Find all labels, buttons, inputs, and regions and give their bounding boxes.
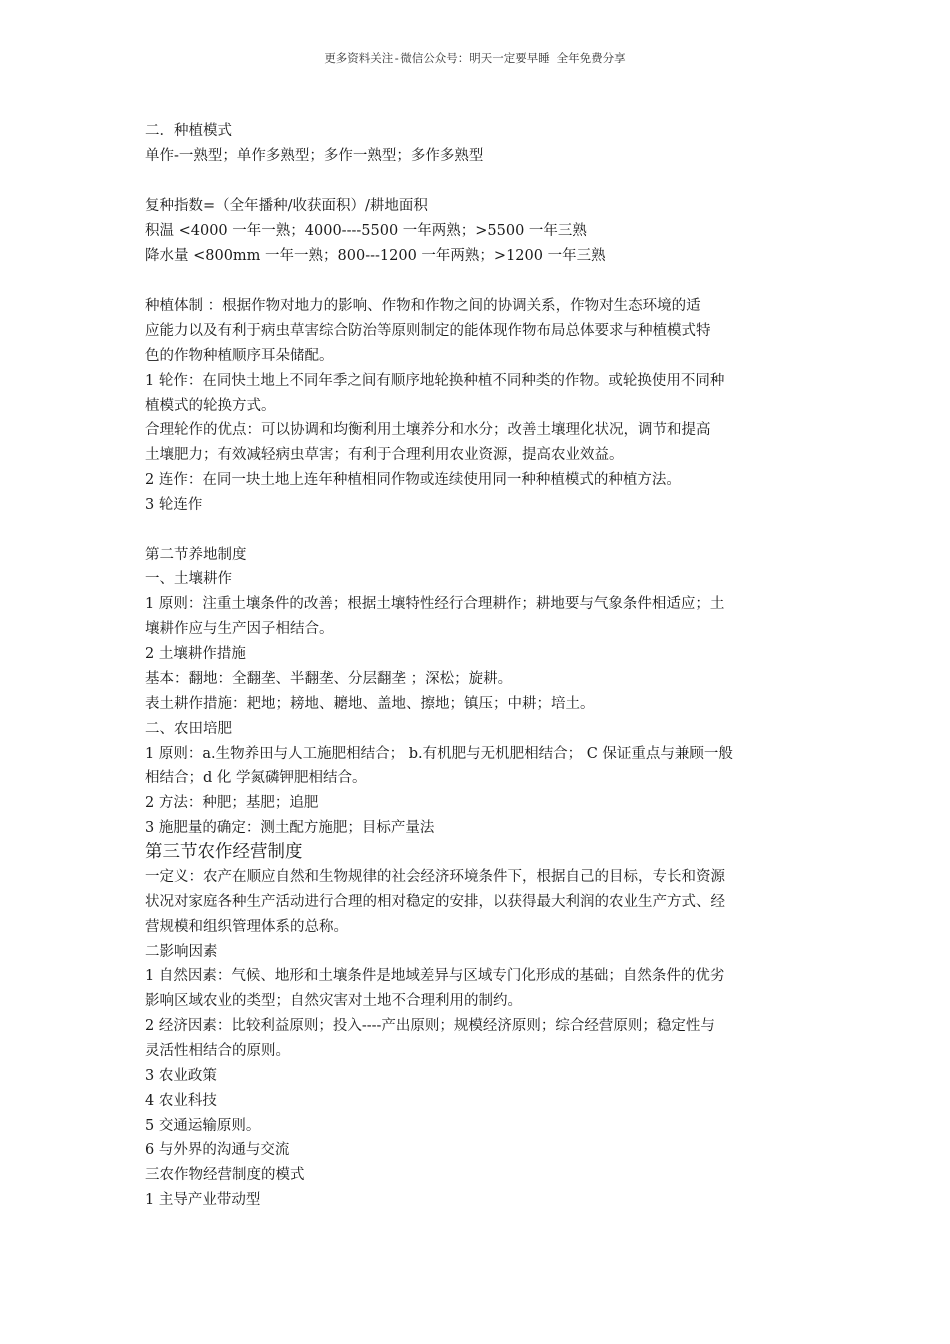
text-line: 积温 <4000 一年一熟；4000----5500 一年两熟；>5500 一年三熟 xyxy=(145,223,587,239)
section-heading: 二．种植模式 xyxy=(145,123,232,139)
text-line: 1 原则：a.生物养田与人工施肥相结合； b.有机肥与无机肥相结合； C 保证重点与兼顾一般 xyxy=(145,746,733,762)
subsection-heading: 二影响因素 xyxy=(145,944,218,960)
text-line: 单作-一熟型；单作多熟型；多作一熟型；多作多熟型 xyxy=(145,148,484,164)
text-line: 2 连作：在同一块土地上连年种植相同作物或连续使用同一种种植模式的种植方法。 xyxy=(145,472,681,488)
subsection-heading: 一、土壤耕作 xyxy=(145,571,232,587)
subsection-heading: 三农作物经营制度的模式 xyxy=(145,1167,305,1183)
text-line: 相结合；d 化 学氮磷钾肥相结合。 xyxy=(145,770,367,786)
text-line: 1 原则：注重土壤条件的改善；根据土壤特性经行合理耕作；耕地要与气象条件相适应；土 xyxy=(145,596,725,612)
text-line: 1 轮作：在同快土地上不同年季之间有顺序地轮换种植不同种类的作物。或轮换使用不同种 xyxy=(145,373,725,389)
text-line: 表土耕作措施：耙地；耪地、耱地、盖地、擦地；镇压；中耕；培土。 xyxy=(145,696,595,712)
text-line: 种植体制 ：根据作物对地力的影响、作物和作物之间的协调关系，作物对生态环境的适 xyxy=(145,298,701,314)
subsection-heading: 二、农田培肥 xyxy=(145,721,232,737)
text-line: 3 施肥量的确定：测土配方施肥；目标产量法 xyxy=(145,820,435,836)
text-line: 4 农业科技 xyxy=(145,1093,217,1109)
text-line: 色的作物种植顺序耳朵储配。 xyxy=(145,348,334,364)
text-line: 基本：翻地：全翻垄、半翻垄、分层翻垄 ；深松；旋耕。 xyxy=(145,671,513,687)
text-line: 一定义：农产在顺应自然和生物规律的社会经济环境条件下，根据自己的目标，专长和资源 xyxy=(145,869,725,885)
text-line: 5 交通运输原则。 xyxy=(145,1118,261,1134)
text-line: 2 土壤耕作措施 xyxy=(145,646,246,662)
text-line: 状况对家庭各种生产活动进行合理的相对稳定的安排，以获得最大利润的农业生产方式、经 xyxy=(145,894,725,910)
text-line: 2 经济因素：比较利益原则；投入----产出原则；规模经济原则；综合经营原则；稳定性与 xyxy=(145,1018,715,1034)
text-line: 植模式的轮换方式。 xyxy=(145,398,276,414)
text-line: 降水量 <800mm 一年一熟；800---1200 一年两熟；>1200 一年三熟 xyxy=(145,248,606,264)
text-line: 营规模和组织管理体系的总称。 xyxy=(145,919,348,935)
text-line: 3 轮连作 xyxy=(145,497,203,513)
text-line: 合理轮作的优点：可以协调和均衡利用土壤养分和水分；改善土壤理化状况，调节和提高 xyxy=(145,422,711,438)
text-line: 6 与外界的沟通与交流 xyxy=(145,1142,290,1158)
text-line: 影响区域农业的类型；自然灾害对土地不合理利用的制约。 xyxy=(145,993,522,1009)
text-line: 1 自然因素：气候、地形和土壤条件是地域差异与区域专门化形成的基础；自然条件的优劣 xyxy=(145,968,725,984)
text-line: 3 农业政策 xyxy=(145,1068,217,1084)
text-line: 灵活性相结合的原则。 xyxy=(145,1043,290,1059)
text-line: 土壤肥力；有效减轻病虫草害；有利于合理利用农业资源，提高农业效益。 xyxy=(145,447,624,463)
page-header: 更多资料关注-微信公众号：明天一定要早睡 全年免费分享 xyxy=(324,51,626,65)
text-line: 2 方法：种肥；基肥；追肥 xyxy=(145,795,319,811)
section-heading: 第三节农作经营制度 xyxy=(145,842,303,862)
text-line: 1 主导产业带动型 xyxy=(145,1192,261,1208)
formula-line: 复种指数=（全年播种/收获面积）/耕地面积 xyxy=(145,198,428,214)
section-heading: 第二节养地制度 xyxy=(145,547,247,563)
text-line: 应能力以及有利于病虫草害综合防治等原则制定的能体现作物布局总体要求与种植模式特 xyxy=(145,323,711,339)
text-line: 壤耕作应与生产因子相结合。 xyxy=(145,621,334,637)
